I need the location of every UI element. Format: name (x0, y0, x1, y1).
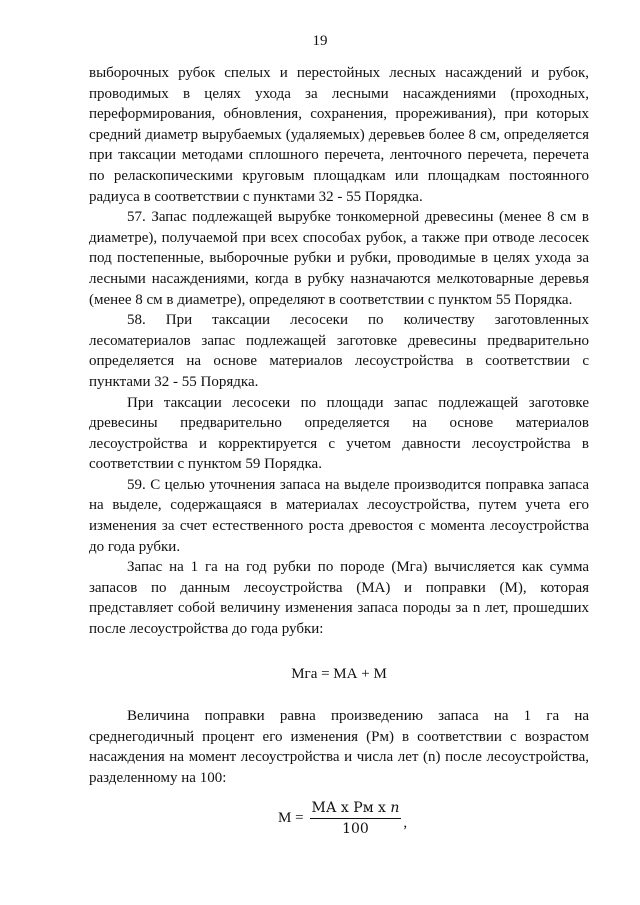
paragraph-58: 58. При таксации лесосеки по количеству заготовленных лесоматериалов запас подлежащей заготовке древесины предварительно определяется на основе материалов лесоустройства в соответствии с пунктами 32 - 55 Порядка. (89, 312, 589, 390)
formula-stock: Мга = МА + М (291, 665, 387, 682)
paragraph-59-correction: Величина поправки равна произведению запаса на 1 га на среднегодичный процент его изменения (Рм) в соответствии с возрастом насаждения на момент лесоустройства и числа лет (n) после лесоустройства, разделенному на 100: (89, 708, 589, 786)
formula-numerator: МА x Рм x 𝑛 (310, 800, 402, 819)
paragraph-59-stock: Запас на 1 га на год рубки по породе (Мга) вычисляется как сумма запасов по данным лесоустройства (МА) и поправки (М), которая представляет собой величину изменения запаса породы за n лет, прошедших после лесоустройства до года рубки: (89, 559, 589, 638)
paragraph-continuation: выборочных рубок спелых и перестойных лесных насаждений и рубок, проводимых в целях ухода за лесными насаждениями (проходных, переформирования, обновления, сохранения, прореживания), при которых средний диаметр вырубаемых (удаляемых) деревьев более 8 см, определяется при таксации методами сплошного перечета, ленточного перечета, перечета по реласкопическими круговым площадкам или площадкам постоянного радиуса в соответствии с пунктами 32 - 55 Порядка. (89, 65, 589, 205)
document-body (89, 63, 589, 789)
paragraph-58-area: При таксации лесосеки по площади запас подлежащей заготовке древесины предварительно определяется на основе материалов лесоустройства и корректируется с учетом давности лесоустройства в соответствии с пунктом 59 Порядка. (89, 394, 589, 473)
formula-tail: , (403, 815, 408, 831)
formula-lhs: М = (278, 810, 304, 826)
formula-fraction (310, 800, 402, 837)
page-number: 19 (312, 33, 328, 49)
formula-correction (278, 800, 407, 837)
formula-denominator: 100 (342, 821, 369, 837)
paragraph-57: 57. Запас подлежащей вырубке тонкомерной древесины (менее 8 см в диаметре), получаемой при всех способах рубок, а также при отводе лесосек под постепенные, выборочные рубки и рубки, проводимые в целях ухода за лесными насаждениями, когда в рубку назначаются мелкотоварные деревья (менее 8 см в диаметре), определяют в соответствии с пунктом 55 Порядка. (89, 209, 589, 308)
paragraph-59: 59. С целью уточнения запаса на выделе производится поправка запаса на выделе, содержащаяся в материалах лесоустройства, путем учета его изменения за счет естественного роста древостоя с момента лесоустройства до года рубки. (89, 476, 589, 555)
